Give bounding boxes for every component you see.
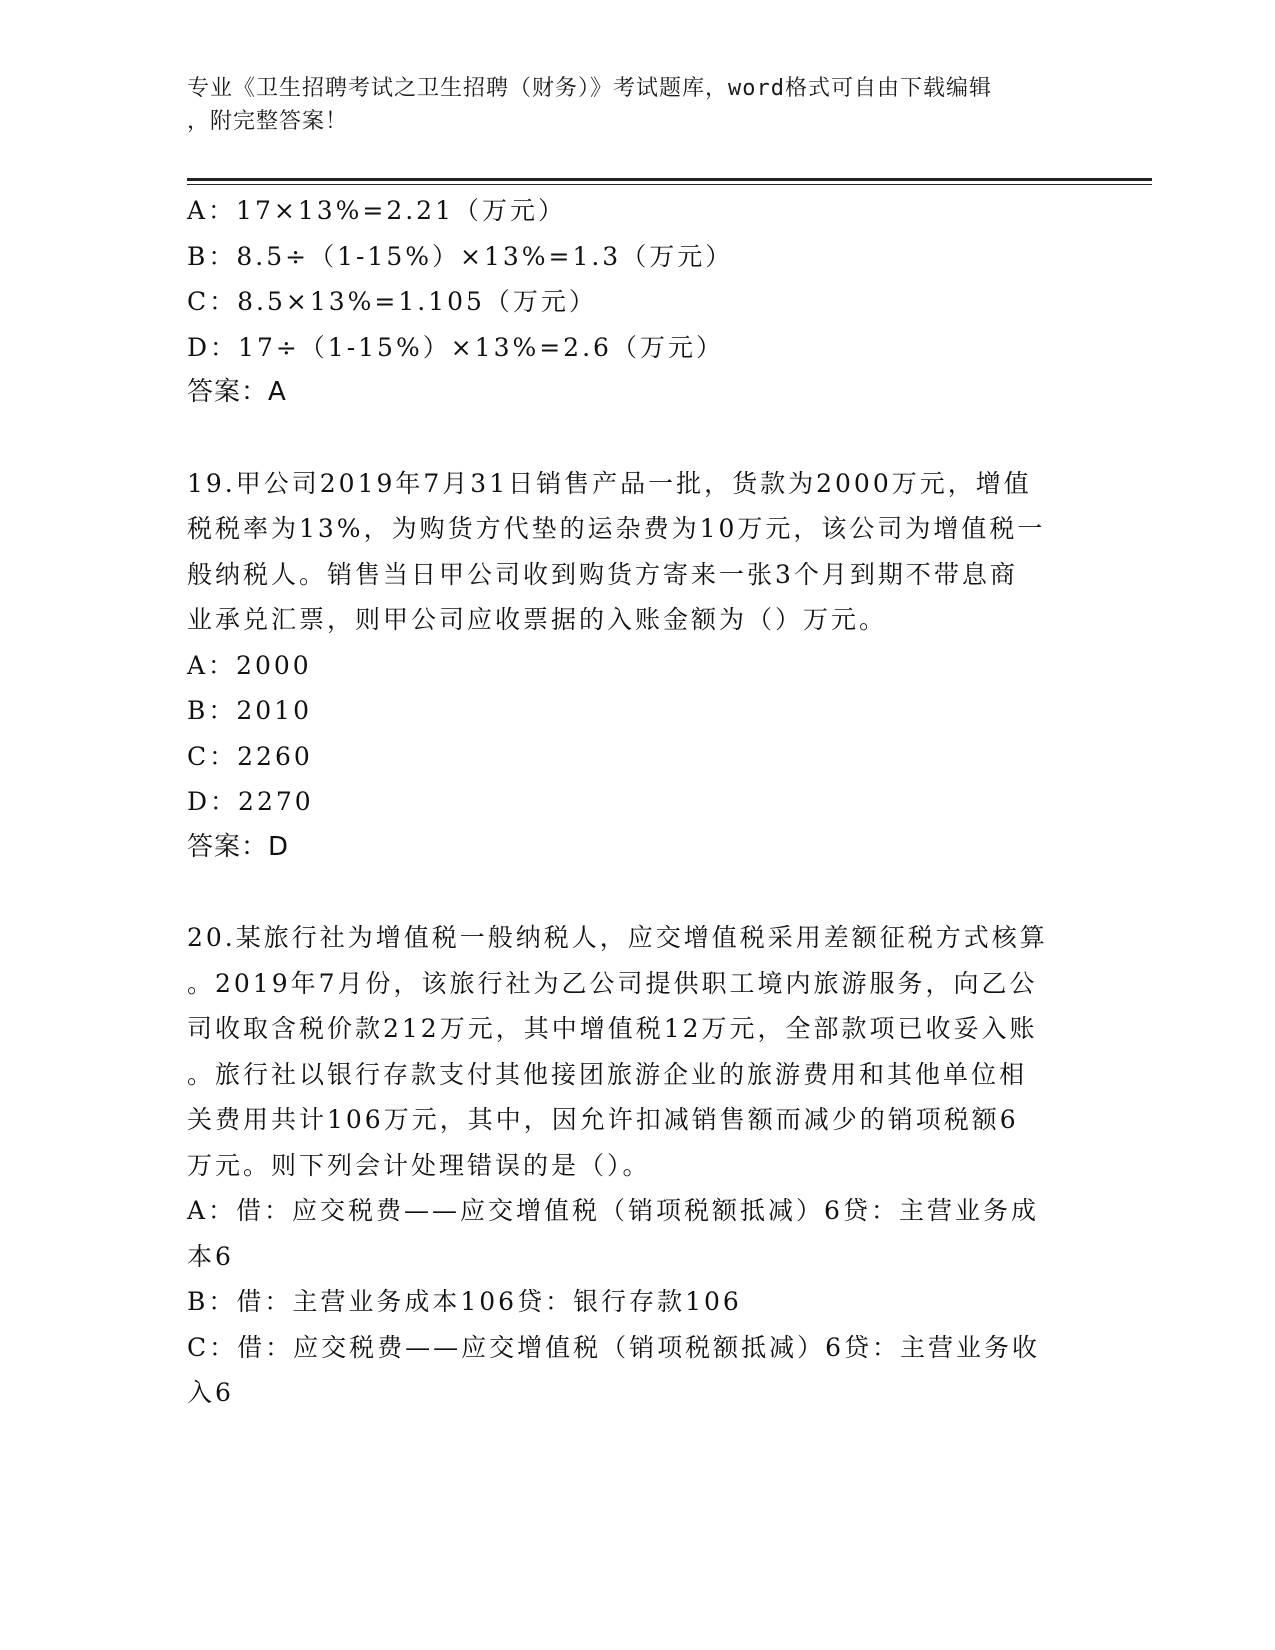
q20-options xyxy=(187,1188,1077,1416)
header-line-1: 专业《卫生招聘考试之卫生招聘（财务）》考试题库，word格式可自由下载编辑 xyxy=(187,76,992,101)
q20-stem-line: 关费用共计106万元，其中，因允许扣减销售额而减少的销项税额6 xyxy=(187,1105,1019,1134)
header-line-2: ，附完整答案！ xyxy=(187,109,349,134)
q20-stem-line: 。旅行社以银行存款支付其他接团旅游企业的旅游费用和其他单位相 xyxy=(187,1059,1028,1089)
q19-options xyxy=(187,643,1077,825)
q19-stem-line: 般纳税人。销售当日甲公司收到购货方寄来一张3个月到期不带息商 xyxy=(187,559,1018,589)
q18-answer: 答案：A xyxy=(187,377,287,407)
q19-stem-line: 业承兑汇票，则甲公司应收票据的入账金额为（）万元。 xyxy=(187,605,888,634)
document-body xyxy=(187,188,1077,1416)
q20-stem-line: 20.某旅行社为增值税一般纳税人，应交增值税采用差额征税方式核算 xyxy=(187,923,1048,952)
header-divider-thick xyxy=(187,178,1152,181)
spacer xyxy=(187,416,1077,461)
q20-option-c: C：借：应交税费——应交增值税（销项税额抵减）6贷：主营业务收 xyxy=(187,1332,1041,1362)
q20-option-a-cont: 本6 xyxy=(187,1241,234,1271)
spacer xyxy=(187,870,1077,915)
document-header xyxy=(187,72,1067,138)
q18-option-d: D：17÷（1-15%）×13%=2.6（万元） xyxy=(187,332,724,362)
q18-option-c: C：8.5×13%=1.105（万元） xyxy=(187,287,597,316)
q20-stem-line: 万元。则下列会计处理错误的是（）。 xyxy=(187,1150,651,1180)
q19-stem xyxy=(187,461,1077,643)
q20-stem-line: 司收取含税价款212万元，其中增值税12万元，全部款项已收妥入账 xyxy=(187,1014,1038,1043)
q18-options xyxy=(187,188,1077,370)
q20-stem-line: 。2019年7月份，该旅行社为乙公司提供职工境内旅游服务，向乙公 xyxy=(187,968,1038,998)
header-divider-thin xyxy=(187,184,1152,185)
q20-option-c-cont: 入6 xyxy=(187,1378,234,1407)
q19-option-c: C：2260 xyxy=(187,741,313,771)
q19-option-a: A：2000 xyxy=(187,650,312,680)
q20-stem xyxy=(187,915,1077,1188)
q19-option-d: D：2270 xyxy=(187,787,314,816)
q19-answer: 答案：D xyxy=(187,831,290,862)
q19-stem-line: 19.甲公司2019年7月31日销售产品一批，货款为2000万元，增值 xyxy=(187,468,1032,498)
q19-stem-line: 税税率为13%，为购货方代垫的运杂费为10万元，该公司为增值税一 xyxy=(187,514,1046,543)
q20-option-a: A：借：应交税费——应交增值税（销项税额抵减）6贷：主营业务成 xyxy=(187,1196,1039,1225)
q19-option-b: B：2010 xyxy=(187,696,312,725)
q20-option-b: B：借：主营业务成本106贷：银行存款106 xyxy=(187,1287,742,1316)
q18-option-a: A：17×13%=2.21（万元） xyxy=(187,196,566,225)
q18-option-b: B：8.5÷（1-15%）×13%=1.3（万元） xyxy=(187,241,734,271)
